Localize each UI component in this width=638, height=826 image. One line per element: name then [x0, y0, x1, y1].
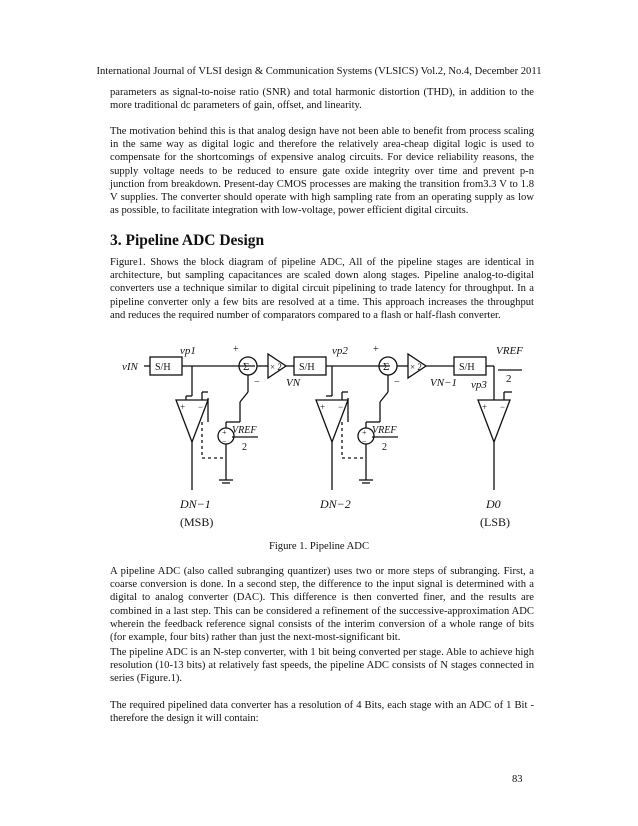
gain-label-1: × 2	[270, 362, 282, 372]
pipeline-adc-diagram	[118, 340, 534, 536]
gain-label-2: × 2	[410, 362, 422, 372]
vp1-label: vp1	[180, 345, 196, 357]
figure-caption: Figure 1. Pipeline ADC	[268, 541, 370, 552]
dac-minus-2: −	[362, 437, 367, 446]
vref-top-label: VREF	[496, 345, 523, 357]
paragraph-motivation: The motivation behind this is that analog design have not been able to benefit from process scaling in the same way as digital logic and therefore the relatively area-cheap digital logic is used to compensate for the shortcomings of expensive analog circuits. For device reliability reasons, the supply voltage needs to be reduced to ensure gate oxide integrity over time and prevent p-n junction from breakdown. Present-day CMOS processes are making the transition from3.3 V to 1.8 V supplies. The converter should operate with high sampling rate from an operating supply as low as possible, to facilitate integration with low-voltage, power efficient digital circuits.	[110, 126, 534, 217]
dn-1-label: DN−1	[180, 497, 211, 511]
comparator-plus-1: +	[180, 402, 186, 412]
vref-dac-label-1: VREF	[232, 425, 257, 436]
summer-plus-2: +	[373, 344, 379, 355]
paragraph-resolution: The required pipelined data converter has a resolution of 4 Bits, each stage with an ADC of 1 Bit - therefore the design it will contain:	[110, 700, 534, 725]
page-number: 83	[512, 774, 523, 785]
vref-top-denominator: 2	[506, 373, 512, 385]
dac-minus-1: −	[222, 437, 227, 446]
running-head: International Journal of VLSI design & Communication Systems (VLSICS) Vol.2, No.4, December 2011	[96, 66, 542, 77]
vref-dac-denominator-2: 2	[382, 442, 387, 453]
dac-plus-1: +	[222, 428, 227, 437]
comparator-minus-1: −	[198, 402, 204, 412]
summer-symbol-1: Σ	[243, 361, 250, 373]
sh-label-3: S/H	[459, 362, 475, 373]
sh-label-2: S/H	[299, 362, 315, 373]
dac-plus-2: +	[362, 428, 367, 437]
paragraph-snr-thd: parameters as signal-to-noise ratio (SNR) and total harmonic distortion (THD), in addition to the more traditional dc parameters of gain, offset, and linearity.	[110, 87, 534, 112]
summer-minus-1: −	[254, 377, 260, 388]
vp2-label: vp2	[332, 345, 348, 357]
sh-label-1: S/H	[155, 362, 171, 373]
vn-label: VN	[286, 377, 301, 389]
vn-1-label: VN−1	[430, 377, 457, 389]
vref-dac-denominator-1: 2	[242, 442, 247, 453]
vin-label: vIN	[122, 361, 138, 373]
summer-symbol-2: Σ	[383, 361, 390, 373]
msb-label: (MSB)	[180, 515, 214, 529]
paragraph-subranging: A pipeline ADC (also called subranging quantizer) uses two or more steps of subranging. First, a coarse conversion is done. In a second step, the difference to the input signal is determined with a digital to analog converter (DAC). This difference is then converted finer, and the results are combined in a last step. This can be considered a refinement of the successive-approximation ADC wherein the feedback reference signal consists of the interim conversion of a whole range of bits (for example, four bits) rather than just the next-most-significant bit.	[110, 566, 534, 644]
comparator-plus-3: +	[482, 402, 488, 412]
summer-plus-1: +	[233, 344, 239, 355]
dn-2-label: DN−2	[320, 497, 351, 511]
paragraph-pipeline-intro: Figure1. Shows the block diagram of pipeline ADC, All of the pipeline stages are identical in architecture, but sampling capacitances are scaled down along stages. Pipeline analog-to-digital converters use a technique similar to digital circuit pipelining to trade latency for throughput. In a pipeline converter only a few bits are resolved at a time. This approach increases the throughput and reduces the required number of comparators compared to a flash or half-flash converter.	[110, 257, 534, 321]
section-heading: 3. Pipeline ADC Design	[110, 232, 265, 249]
lsb-label: (LSB)	[480, 515, 510, 529]
comparator-minus-3: −	[500, 402, 506, 412]
paragraph-n-step: The pipeline ADC is an N-step converter, with 1 bit being converted per stage. Able to achieve high resolution (10-13 bits) at relatively fast speeds, the pipeline ADC consists of N stages connected in series (Figure.1).	[110, 647, 534, 685]
vp3-label: vp3	[471, 379, 487, 391]
pipeline-adc-figure	[118, 340, 534, 536]
vref-dac-label-2: VREF	[372, 425, 397, 436]
comparator-minus-2: −	[338, 402, 344, 412]
summer-minus-2: −	[394, 377, 400, 388]
comparator-plus-2: +	[320, 402, 326, 412]
d0-label: D0	[486, 497, 501, 511]
